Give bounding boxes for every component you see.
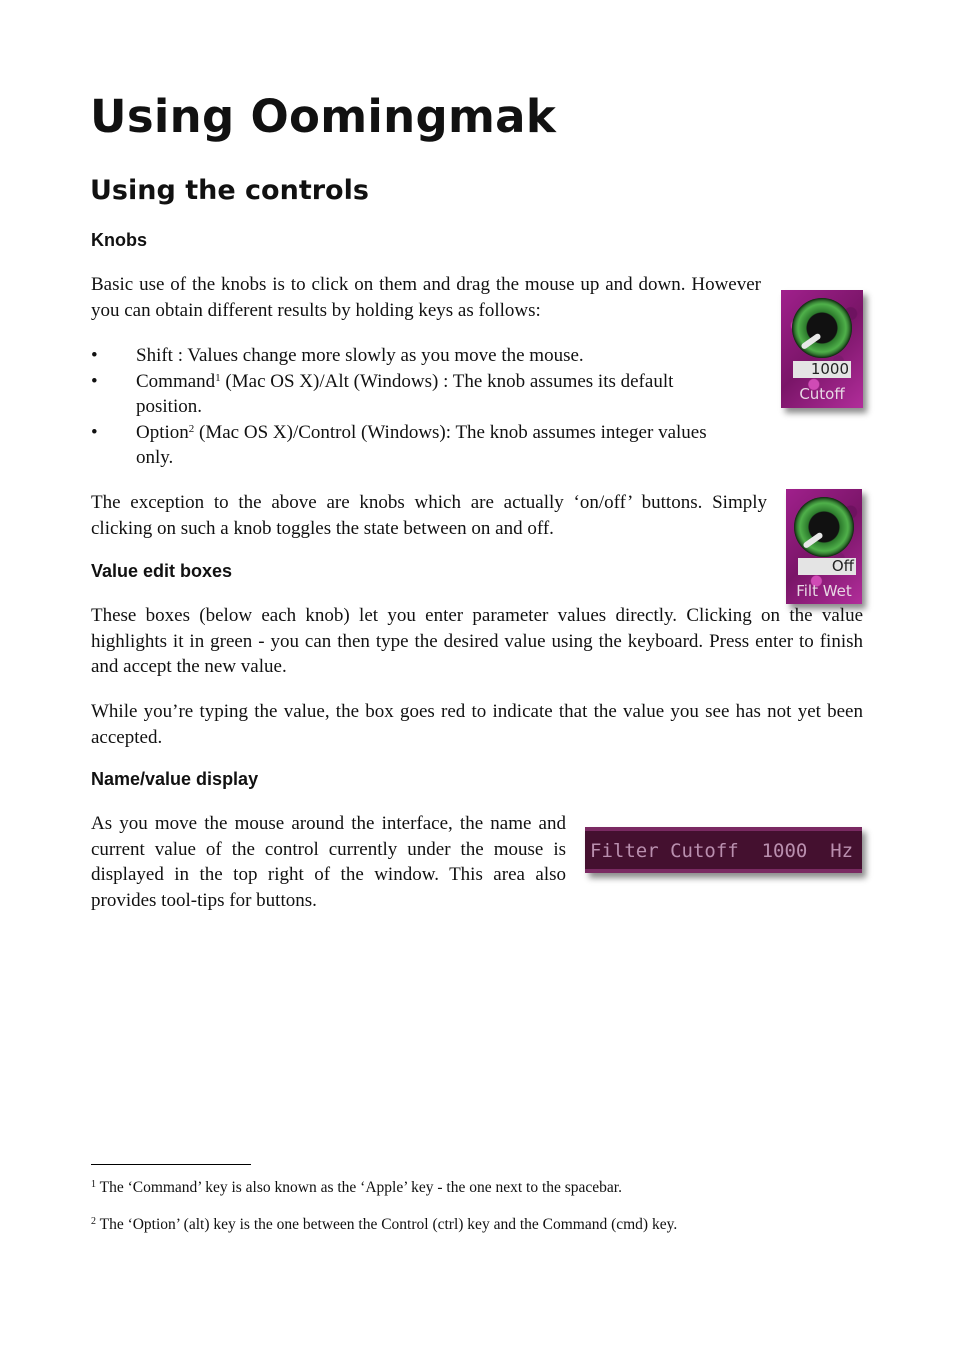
footnote-ref: 1 <box>215 371 221 384</box>
value-edit-para2: While you’re typing the value, the box goes red to indicate that the value you see has not yet been accepted. <box>91 701 863 748</box>
cutoff-knob-widget <box>781 290 863 408</box>
knobs-exception: The exception to the above are knobs which are actually ‘on/off’ buttons. Simply clicking on such a knob toggles the state between on and off. <box>91 492 767 539</box>
value-edit-box[interactable]: 1000 <box>793 361 851 378</box>
name-value-text: Filter Cutoff 1000 Hz <box>590 840 854 862</box>
bullet-icon: • <box>91 345 98 366</box>
list-item: • Option$^2$ (Mac OS X)/Control (Windows): The knob assumes integer values only. <box>91 421 707 468</box>
knob-label: Cutoff <box>799 385 845 403</box>
knob-dial[interactable] <box>794 497 854 557</box>
key-modifier-list <box>91 343 741 471</box>
bullet-icon: • <box>91 370 98 392</box>
name-value-display <box>585 827 862 873</box>
section-title: Using the controls <box>90 175 369 206</box>
knobs-heading: Knobs <box>91 230 147 250</box>
filt-wet-knob-widget <box>786 489 862 604</box>
name-value-heading: Name/value display <box>91 769 259 789</box>
knob-dial[interactable] <box>792 298 852 358</box>
value-edit-heading: Value edit boxes <box>91 561 233 581</box>
footnote-divider <box>91 1164 251 1165</box>
list-item: • Command$^1$ (Mac OS X)/Alt (Windows) : The knob assumes its default position. <box>91 370 674 417</box>
value-edit-box[interactable]: Off <box>798 558 856 575</box>
value-edit-para1: These boxes (below each knob) let you enter parameter values directly. Clicking on the value highlights it in green - you can then type the desired value using the keyboard. Press enter to finish and accept the new value. <box>91 605 863 677</box>
name-value-para: As you move the mouse around the interface, the name and current value of the control currently under the mouse is displayed in the top right of the window. This area also provides tool-tips for buttons. <box>91 813 566 911</box>
footnote-ref: 2 <box>188 422 195 435</box>
bullet-icon: • <box>91 421 98 443</box>
knobs-intro: Basic use of the knobs is to click on them and drag the mouse up and down. However you can obtain different results by holding keys as follows: <box>91 274 761 321</box>
footnote-2: $^2$ The ‘Option’ (alt) key is the one between the Control (ctrl) key and the Command (cmd) key. <box>91 1216 678 1233</box>
page-title: Using Oomingmak <box>90 90 557 143</box>
footnote-1: $^1$ The ‘Command’ key is also known as the ‘Apple’ key - the one next to the spacebar. <box>91 1179 622 1196</box>
list-item: • Shift : Values change more slowly as you move the mouse. <box>91 343 741 369</box>
knob-label: Filt Wet <box>796 582 852 600</box>
